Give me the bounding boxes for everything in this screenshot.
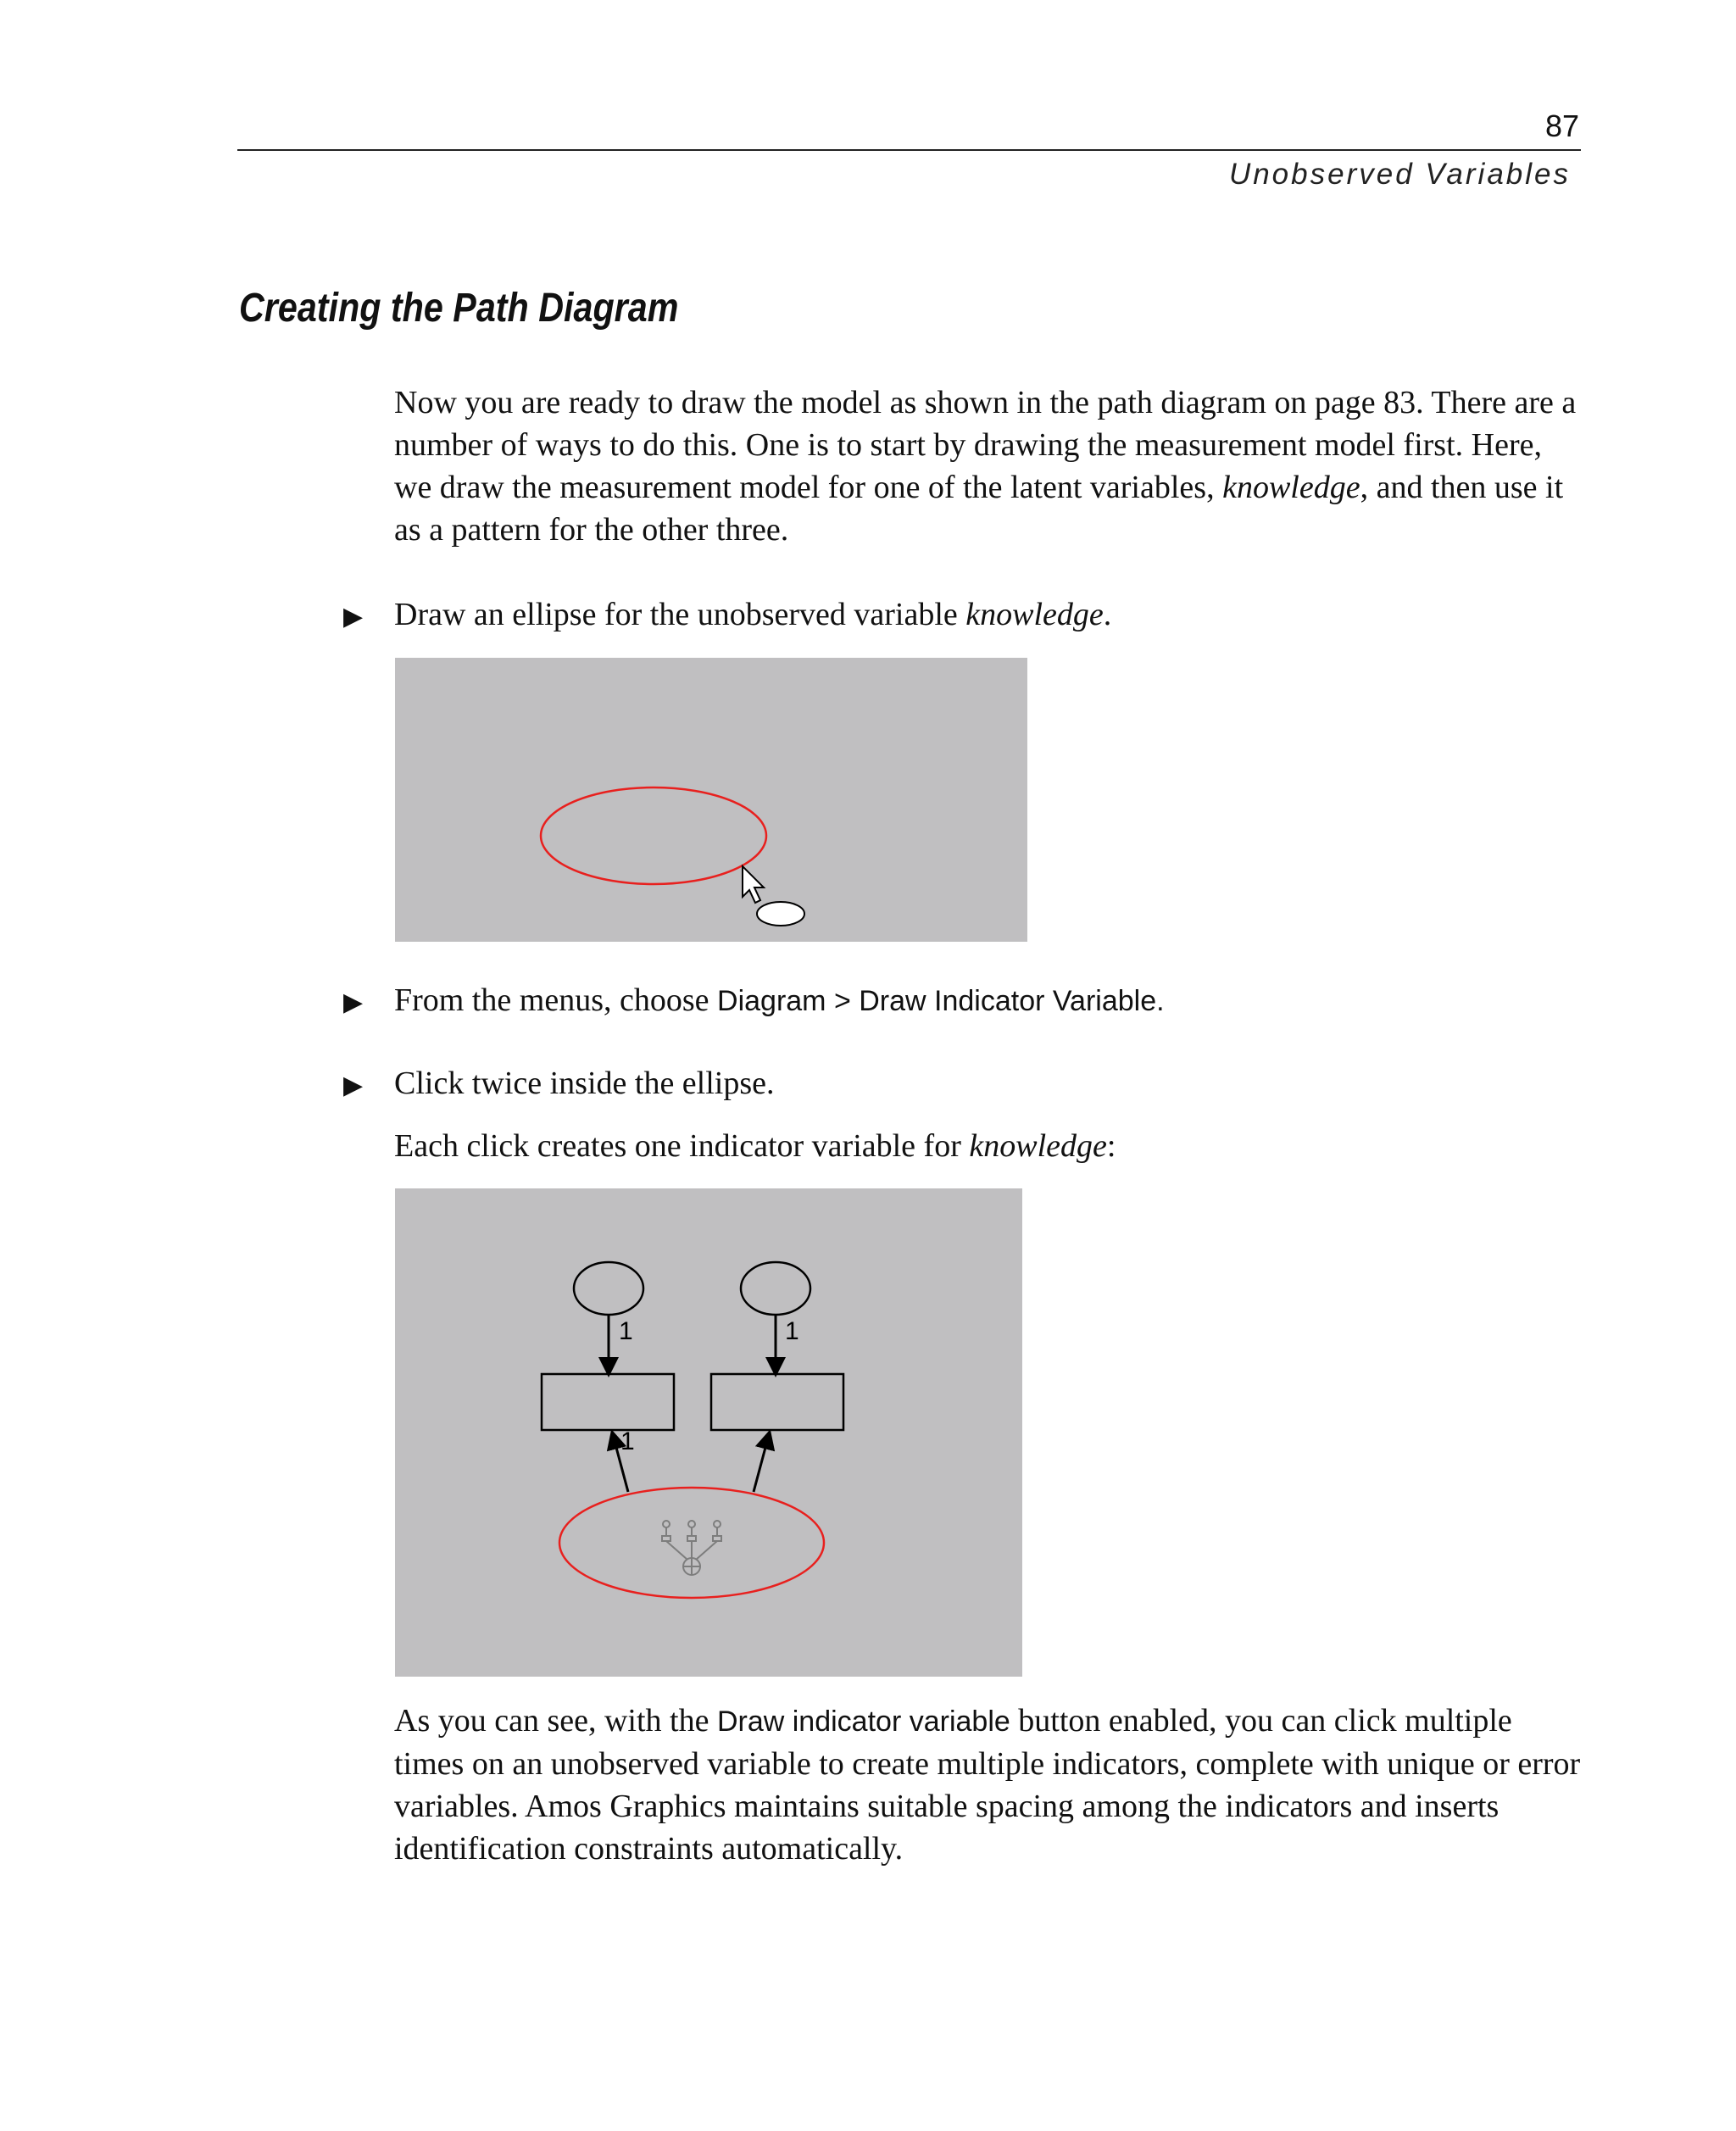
intro-text-2: , and then use it as a pattern for the other three.	[394, 470, 1564, 548]
loading-weight: 1	[620, 1427, 635, 1455]
menu-item-diagram: Diagram	[717, 985, 826, 1017]
closing-text-1: As you can see, with the	[394, 1703, 717, 1739]
step2-text: From the menus, choose	[394, 982, 718, 1018]
indicator-box-left	[542, 1374, 674, 1430]
closing-text-2: button enabled, you can click multiple times on an unobserved variable to create multiple indicators, complete with unique or error variables. Amos Graphics maintains suitable spacing among the indicators and inserts identification constraints automatically.	[394, 1703, 1581, 1867]
step1-text: Draw an ellipse for the unobserved variable	[394, 597, 966, 632]
intro-paragraph	[394, 381, 1581, 551]
step-draw-ellipse	[394, 593, 1581, 636]
step3-note-emphasis: knowledge	[969, 1128, 1107, 1164]
error-weight-left: 1	[619, 1317, 633, 1345]
running-head: Unobserved Variables	[1228, 158, 1571, 191]
step1-emphasis: knowledge	[965, 597, 1104, 632]
step-click-twice: Click twice inside the ellipse.	[394, 1066, 775, 1101]
loading-path-right	[754, 1432, 770, 1492]
step1-end: .	[1103, 597, 1112, 632]
header-rule	[237, 149, 1581, 151]
cursor-ellipse-tool-icon	[757, 902, 804, 926]
intro-text-1: Now you are ready to draw the model as shown in the path diagram on page 83. There are a number of ways to do this. One is to start by drawing the measurement model first. Here, we draw the measurement model for one of the latent variables,	[394, 385, 1577, 505]
cursor-arrow-icon	[743, 866, 764, 903]
ellipse-canvas-drawing	[395, 658, 1027, 942]
intro-emphasis: knowledge	[1222, 470, 1360, 505]
draw-indicator-variable-button-name: Draw indicator variable	[716, 1705, 1010, 1738]
step3-note-end: :	[1106, 1128, 1116, 1164]
indicator-box-right	[711, 1374, 843, 1430]
indicator-tool-icon	[662, 1521, 721, 1575]
error-variable-left	[574, 1262, 643, 1315]
bullet-marker-3: ▶	[343, 1071, 364, 1100]
figure-ellipse-canvas	[395, 658, 1027, 942]
knowledge-ellipse	[541, 787, 766, 884]
step3-note-text: Each click creates one indicator variable for	[394, 1128, 970, 1164]
section-title: Creating the Path Diagram	[239, 286, 679, 331]
menu-item-draw-indicator-variable: Draw Indicator Variable.	[859, 985, 1165, 1017]
error-variable-right	[741, 1262, 810, 1315]
page-number: 87	[1544, 108, 1579, 143]
indicator-canvas-drawing	[395, 1188, 1022, 1677]
step3-note	[394, 1125, 1581, 1167]
bullet-marker-2: ▶	[343, 988, 364, 1017]
error-weight-right: 1	[785, 1317, 799, 1345]
figure-indicator-canvas	[395, 1188, 1022, 1677]
closing-paragraph	[394, 1700, 1581, 1870]
step-choose-menu	[394, 979, 1581, 1022]
bullet-marker-1: ▶	[343, 602, 364, 632]
menu-separator: >	[826, 985, 860, 1017]
